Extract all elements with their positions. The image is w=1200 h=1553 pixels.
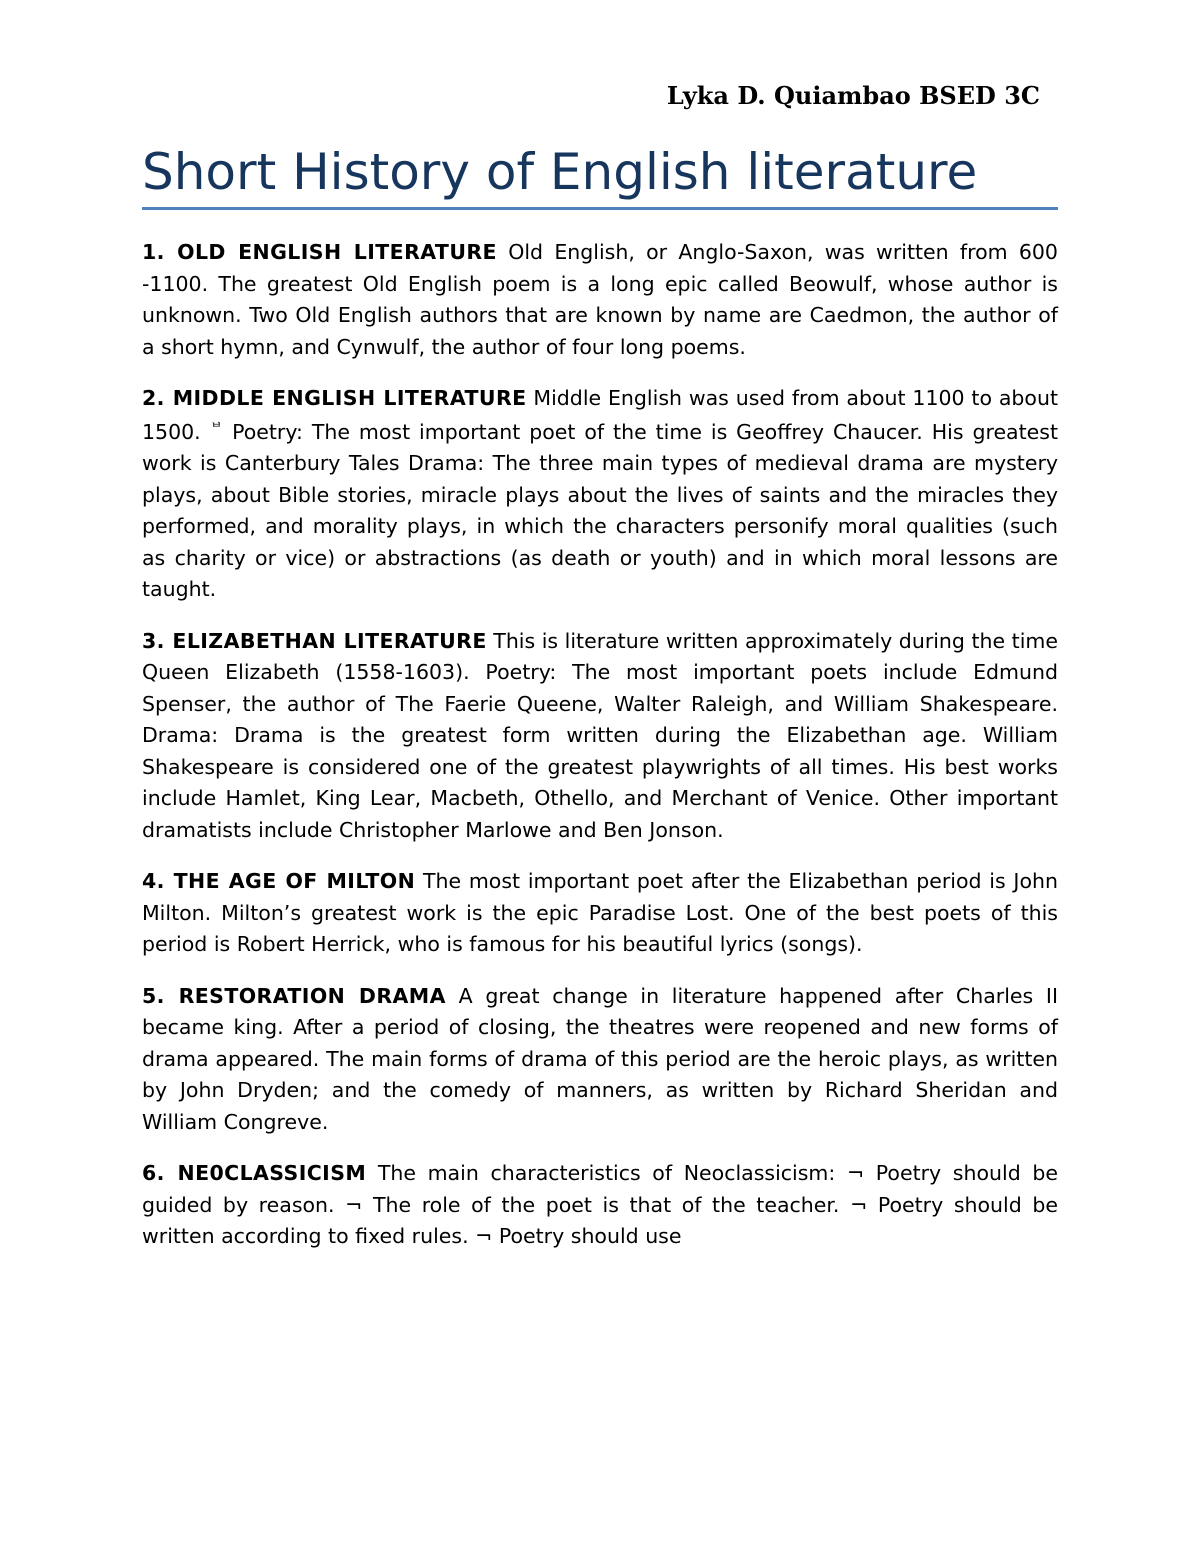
section-text: Middle English was used from about 1100 to about 1500.: [142, 386, 1058, 444]
document-title: Short History of English literature: [142, 143, 978, 201]
section-heading: 2. MIDDLE ENGLISH LITERATURE: [142, 386, 527, 410]
title-underline-rule: [142, 207, 1058, 210]
section-middle-english: [142, 383, 1058, 606]
section-text: The most important poet after the Elizabethan period is John Milton. Milton’s greatest work is the epic Paradise Lost. One of the best poets of this period is Robert Herrick, who is famous for his beautiful lyrics (songs).: [142, 869, 1058, 956]
section-text: Old English, or Anglo-Saxon, was written from 600 -1100. The greatest Old English poem is a long epic called Beowulf, whose author is unknown. Two Old English authors that are known by name are Caedmon, the author of a short hymn, and Cynwulf, the author of four long poems.: [142, 240, 1058, 359]
section-age-of-milton: [142, 866, 1058, 961]
list-item: Poetry should be guided by reason.: [142, 1161, 1058, 1217]
section-heading: 6. NE0CLASSICISM: [142, 1161, 367, 1185]
document-body: [142, 237, 1058, 1273]
section-text: Poetry: The most important poet of the time is Geoffrey Chaucer. His greatest work is Canterbury Tales Drama: The three main types of medieval drama are mystery plays, about Bible stories, miracle plays about the lives of saints and the miracles they performed, and morality plays, in which the characters personify moral qualities (such as charity or vice) or abstractions (as death or youth) and in which moral lessons are taught.: [142, 419, 1058, 601]
section-heading: 4. THE AGE OF MILTON: [142, 869, 416, 893]
not-sign-bullet-icon: ¬: [475, 1224, 493, 1248]
section-intro: The main characteristics of Neoclassicism:: [377, 1161, 836, 1185]
bullet-symbol-icon: ᄇ: [209, 421, 224, 438]
list-item: The role of the poet is that of the teacher.: [372, 1192, 840, 1217]
list-item: Poetry should use: [498, 1224, 682, 1248]
section-heading: 5. RESTORATION DRAMA: [142, 983, 446, 1008]
section-old-english: [142, 237, 1058, 363]
list-item: Poetry should be written according to fixed rules.: [142, 1192, 1058, 1248]
section-restoration-drama: [142, 981, 1058, 1139]
section-text: A great change in literature happened after Charles II became king. After a period of closing, the theatres were reopened and new forms of drama appeared. The main forms of drama of this period are the heroic plays, as written by John Dryden; and the comedy of manners, as written by Richard Sheridan and William Congreve.: [142, 983, 1058, 1134]
author-line: Lyka D. Quiambao BSED 3C: [666, 81, 1040, 110]
not-sign-bullet-icon: ¬: [846, 1161, 865, 1185]
section-neoclassicism: [142, 1158, 1058, 1253]
section-elizabethan: [142, 626, 1058, 847]
section-heading: 3. ELIZABETHAN LITERATURE: [142, 628, 487, 653]
section-text: This is literature written approximately during the time Queen Elizabeth (1558-1603). Poetry: The most important poets include Edmund Spenser, the author of The Faerie Queene, Walter Raleigh, and William Shakespeare. Drama: Drama is the greatest form written during the Elizabethan age. William Shakespeare is considered one of the greatest playwrights of all times. His best works include Hamlet, King Lear, Macbeth, Othello, and Merchant of Venice. Other important dramatists include Christopher Marlowe and Ben Jonson.: [142, 628, 1058, 842]
not-sign-bullet-icon: ¬: [850, 1192, 868, 1217]
not-sign-bullet-icon: ¬: [345, 1192, 363, 1217]
section-heading: 1. OLD ENGLISH LITERATURE: [142, 240, 497, 264]
